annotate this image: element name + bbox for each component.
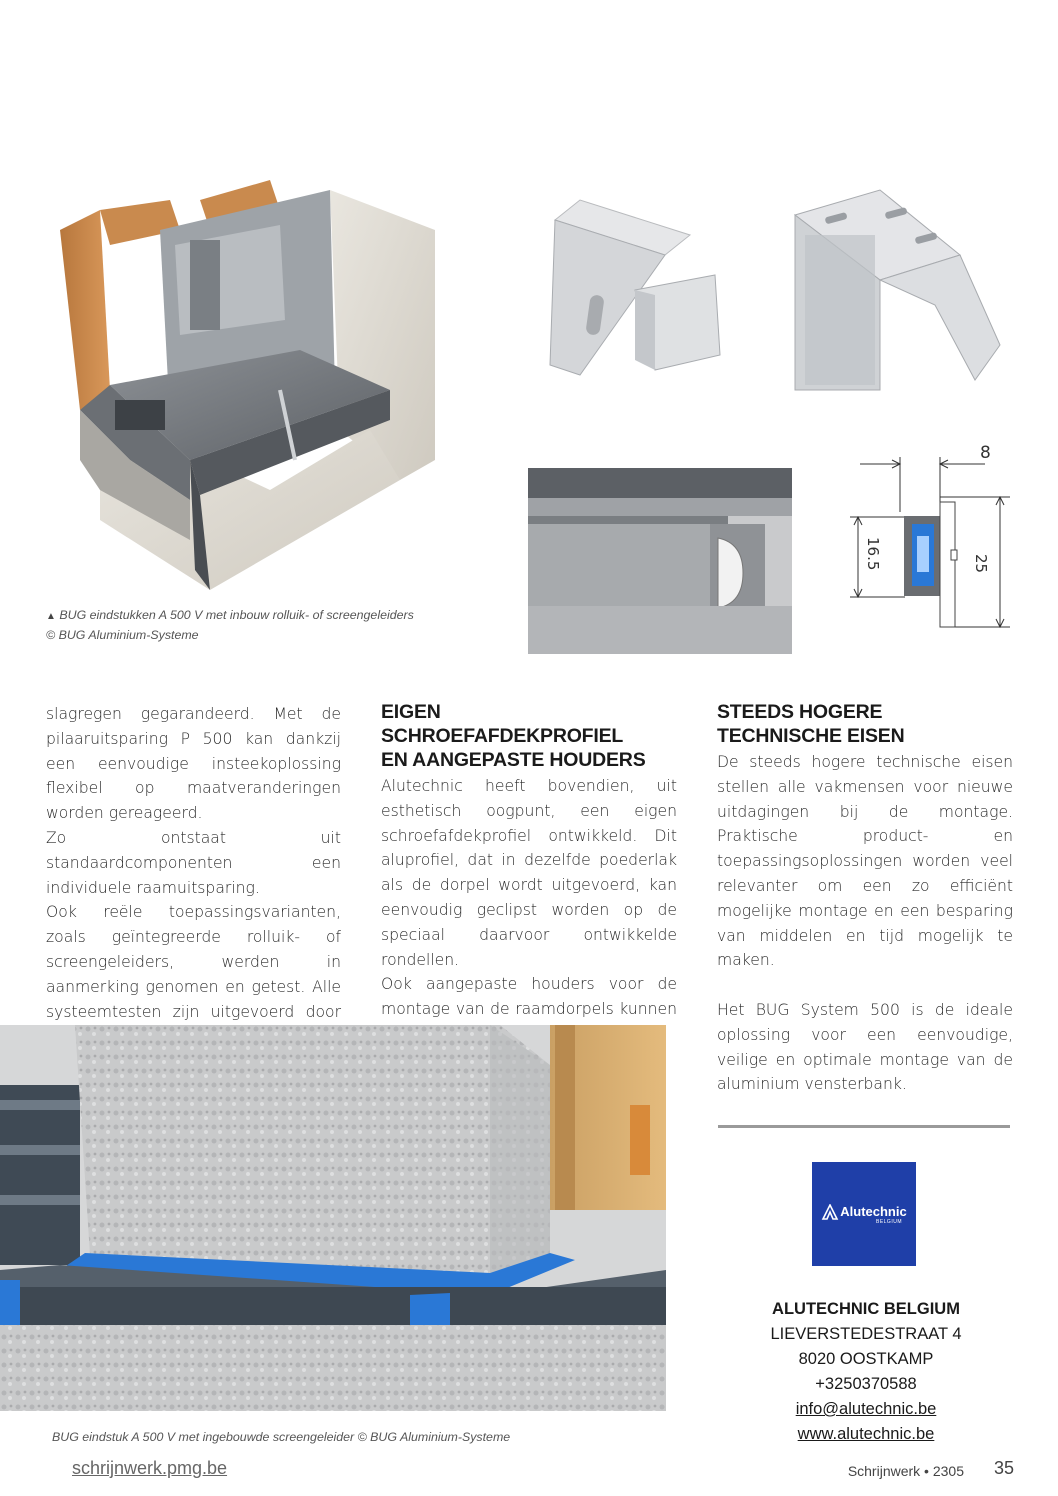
text-column-1 [46,702,341,1049]
address-street: LIEVERSTEDESTRAAT 4 [770,1325,962,1343]
paragraph: De steeds hogere technische eisen stellen alle vakmensen voor nieuwe uitdagingen bij de montage. Praktische product- en toepassingsoplossingen worden veel relevanter om een zo efficiënt mogelijke montage en een besparing van middelen en tijd mogelijk te maken. [717,753,1013,970]
company-name: ALUTECHNIC BELGIUM [772,1300,960,1318]
address-city: 8020 OOSTKAMP [798,1350,934,1368]
paragraph: Alutechnic heeft bovendien, uit esthetisch oogpunt, een eigen schroefafdekprofiel ontwikkeld. Dit aluprofiel, dat in dezelfde poederlak als de dorpel wordt uitgevoerd, kan eenvoudig geclipst worden op de speciaal daarvoor ontwikkelde rondellen. [381,777,677,969]
bracket-illustration-2 [785,185,1005,395]
paragraph: Het BUG System 500 is de ideale oplossing voor een eenvoudige, veilige en optimale montage van de aluminium vensterbank. [717,1000,1013,1094]
bracket-illustration-1 [540,195,730,385]
logo-mark-icon [821,1204,839,1220]
section-heading-screw-cover: EIGEN SCHROEFAFDEKPROFIEL EN AANGEPASTE HOUDERS [381,701,646,771]
footer-issue: Schrijnwerk • 2305 [847,1463,964,1479]
contact-block [748,1297,984,1447]
logo-brand-text: Alutechnic [840,1204,907,1219]
caret-up-icon: ▲ [46,611,56,622]
phone-number: +3250370588 [815,1375,917,1393]
text-column-3 [717,700,1013,1097]
dim-total-height-label: 25 [972,554,990,574]
profile-dimension-drawing [840,432,1020,632]
dim-width-label: 8 [980,443,991,463]
top-figure-caption: ▲ BUG eindstukken A 500 V met inbouw rolluik- of screengeleiders © BUG Aluminium-Systeme [46,608,414,642]
paragraph: Ook reële toepassingsvarianten, zoals geïntegreerde rolluik- of screengeleiders, werden in aanmerking genomen en getest. Alle systeemtesten zijn uitgevoerd door [46,903,341,1021]
pillar-recess-illustration [0,1025,666,1411]
divider-rule [718,1125,1010,1128]
text-column-2 [381,700,677,1047]
website-link[interactable]: www.alutechnic.be [797,1425,935,1443]
bottom-figure-caption: BUG eindstuk A 500 V met ingebouwde screengeleider © BUG Aluminium-Systeme [52,1430,511,1444]
email-link[interactable]: info@alutechnic.be [795,1400,937,1418]
paragraph: Ook aangepaste houders voor de montage van de raamdorpels kunnen [381,975,677,1019]
page-number: 35 [993,1458,1014,1478]
dim-inner-height-label: 16.5 [864,537,882,571]
alutechnic-logo [812,1162,916,1266]
footer-site-link[interactable]: schrijnwerk.pmg.be [72,1458,228,1478]
logo-sub-text: BELGIUM [875,1218,902,1225]
paragraph: slagregen gegarandeerd. Met de pilaaruitsparing P 500 kan dankzij een eenvoudige insteekoplossing flexibel op maatveranderingen worden gereageerd. [46,705,341,823]
section-heading-technical-demands: STEEDS HOGERE TECHNISCHE EISEN [717,701,905,747]
sill-endcap-illustration [40,160,460,600]
paragraph: Zo ontstaat uit standaardcomponenten een individuele raamuitsparing. [46,828,341,897]
cover-profile-section [528,468,792,654]
